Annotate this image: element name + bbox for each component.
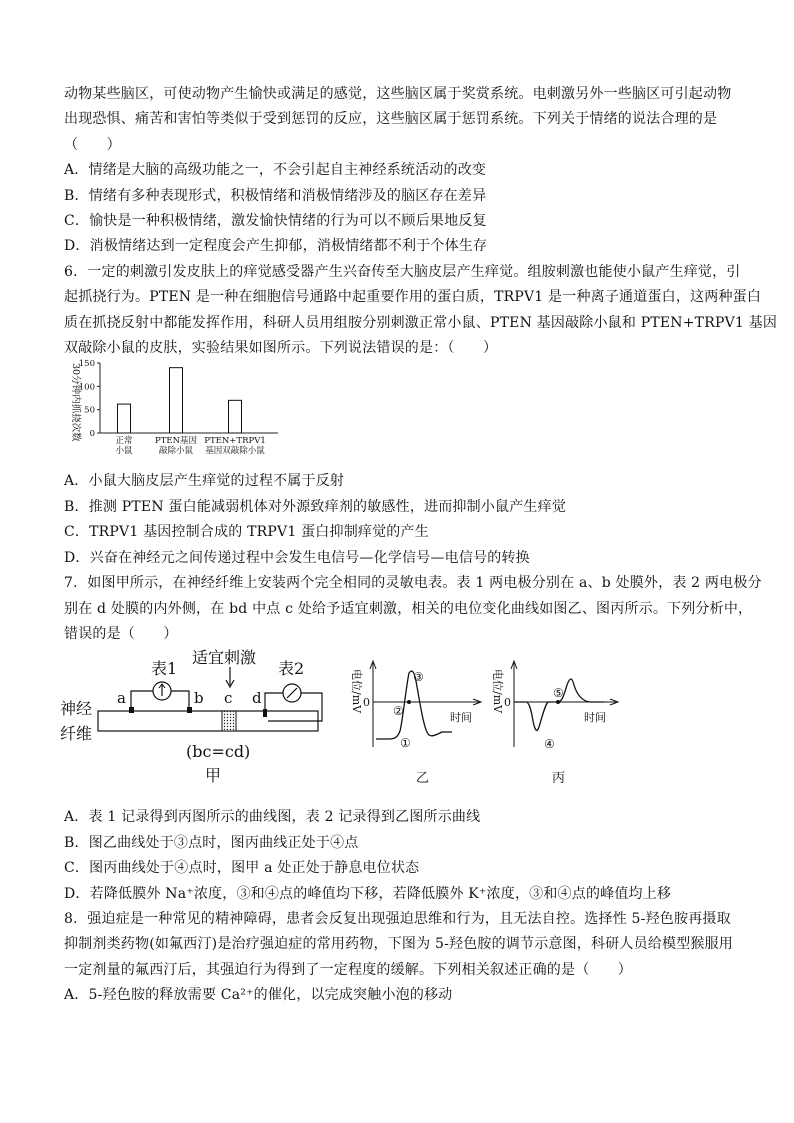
question-8: [64, 907, 734, 1009]
x-category-label: PTEN基因: [154, 436, 198, 447]
yi-marker-2: ②: [393, 704, 404, 719]
option-c: C．TRPV1 基因控制合成的 TRPV1 蛋白抑制痒觉的产生: [64, 524, 429, 541]
option-c: C．愉快是一种积极情绪，激发愉快情绪的行为可以不顾后果地反复: [64, 213, 487, 230]
yi-y-label: 电位/mV: [350, 669, 363, 714]
electrode-b: [187, 707, 192, 713]
bar-chart-figure: [64, 361, 734, 469]
option-a: A．5-羟色胺的释放需要 Ca²⁺的催化，以完成突触小泡的移动: [64, 987, 453, 1004]
question-stem-line: 动物某些脑区，可使动物产生愉快或满足的感觉，这些脑区属于奖赏系统。电刺激另外一些脑区可引起动物: [64, 86, 732, 102]
question-stem-line: 起抓挠行为。PTEN 是一种在细胞信号通路中起重要作用的蛋白质，TRPV1 是一种离子通道蛋白，这两种蛋白: [64, 289, 762, 306]
y-tick-label: 100: [78, 382, 95, 393]
question-stem-line: 双敲除小鼠的皮肤，实验结果如图所示。下列说法错误的是：（ ）: [64, 340, 498, 357]
point-c-label: c: [224, 689, 233, 708]
option-a: A．情绪是大脑的高级功能之一，不会引起自主神经系统活动的改变: [64, 162, 487, 179]
question-stem-line: （ ）: [64, 136, 121, 153]
question-7: [60, 571, 762, 907]
scratch-count-bar-chart: [64, 361, 294, 469]
bing-zero-label: 0: [504, 696, 511, 710]
chart-y-label: 30分钟内抓挠次数: [70, 363, 81, 443]
figure-yi-caption: 乙: [416, 771, 430, 787]
x-category-label: 正常: [115, 436, 133, 447]
bar: [118, 405, 131, 434]
electrode-a: [129, 707, 134, 713]
exam-page: [60, 82, 778, 1009]
question-stem-line: 6．一定的刺激引发皮肤上的痒觉感受器产生兴奋传至大脑皮层产生痒觉。组胺刺激也能使小鼠产生痒觉，引: [64, 263, 741, 280]
point-a-label: a: [117, 689, 126, 708]
stimulus-label: 适宜刺激: [192, 648, 257, 668]
meter-1-label: 表1: [151, 659, 178, 679]
option-d: D．若降低膜外 Na⁺浓度，③和④点的峰值均下移，若降低膜外 K⁺浓度，③和④点的峰值均上移: [64, 885, 672, 902]
x-category-label: 基因双敲除小鼠: [205, 446, 265, 457]
option-d: D．兴奋在神经元之间传递过程中会发生电信号—化学信号—电信号的转换: [64, 549, 530, 566]
bar: [229, 401, 242, 434]
option-c: C．图丙曲线处于④点时，图甲 a 处正处于静息电位状态: [64, 860, 420, 877]
x-category-label: 敲除小鼠: [158, 446, 194, 457]
y-tick-label: 50: [84, 406, 95, 417]
question-stem-line: 7．如图甲所示，在神经纤维上安装两个完全相同的灵敏电表。表 1 两电极分别在 a、b 处膜外，表 2 两电极分: [64, 575, 762, 592]
figure-bing: [491, 661, 618, 786]
option-a: A．小鼠大脑皮层产生痒觉的过程不属于反射: [64, 473, 345, 490]
question-stem-line: 8．强迫症是一种常见的精神障碍，患者会反复出现强迫思维和行为，且无法自控。选择性 5-羟色胺再摄取: [64, 910, 731, 927]
fiber-label: 神经: [60, 699, 93, 719]
bc-cd-relation: (bc=cd): [186, 742, 251, 762]
nerve-figures: [60, 647, 734, 805]
electrode-d: [263, 709, 267, 717]
nerve-fiber-diagrams: [60, 647, 624, 805]
figure-bing-caption: 丙: [552, 771, 566, 787]
option-a: A．表 1 记录得到丙图所示的曲线图，表 2 记录得到乙图所示曲线: [64, 809, 481, 826]
point-d-label: d: [252, 689, 262, 708]
bing-y-label: 电位/mV: [491, 669, 504, 714]
point-b-label: b: [194, 689, 204, 708]
x-category-label: PTEN+TRPV1: [204, 436, 266, 447]
bar: [170, 368, 183, 433]
question-stem-line: 错误的是（ ）: [64, 625, 178, 642]
yi-x-label: 时间: [450, 711, 472, 725]
question-stem-line: 一定剂量的氟西汀后，其强迫行为得到了一定程度的缓解。下列相关叙述正确的是（ ）: [64, 961, 632, 978]
figure-jia: [60, 648, 322, 785]
bing-x-label: 时间: [584, 711, 606, 725]
meter-2-label: 表2: [278, 659, 305, 679]
option-b: B．图乙曲线处于③点时，图丙曲线正处于④点: [64, 834, 359, 851]
bing-marker-4: ④: [544, 737, 555, 752]
yi-zero-label: 0: [363, 696, 370, 710]
option-b: B．情绪有多种表现形式，积极情绪和消极情绪涉及的脑区存在差异: [64, 187, 487, 204]
bing-marker-5: ⑤: [553, 686, 564, 701]
stimulus-site: [222, 711, 236, 731]
figure-jia-caption: 甲: [205, 766, 222, 786]
question-stem-line: 出现恐惧、痛苦和害怕等类似于受到惩罚的反应，这些脑区属于惩罚系统。下列关于情绪的说法合理的是: [64, 111, 718, 128]
figure-yi: [350, 661, 481, 786]
yi-marker-3: ③: [413, 670, 424, 685]
yi-marker-1: ①: [400, 736, 411, 751]
fiber-label: 纤维: [60, 724, 93, 744]
y-tick-label: 150: [78, 359, 95, 370]
y-tick-label: 0: [89, 429, 95, 440]
x-category-label: 小鼠: [115, 446, 133, 457]
question-6: [64, 260, 778, 571]
option-d: D．消极情绪达到一定程度会产生抑郁，消极情绪都不利于个体生存: [64, 238, 488, 255]
question-stem-line: 质在抓挠反射中都能发挥作用，科研人员用组胺分别刺激正常小鼠、PTEN 基因敲除小鼠和 PTEN+TRPV1 基因: [64, 314, 778, 331]
question-stem-line: 抑制剂类药物(如氟西汀)是治疗强迫症的常用药物，下图为 5-羟色胺的调节示意图，科研人员给模型猴服用: [64, 936, 734, 953]
option-b: B．推测 PTEN 蛋白能减弱机体对外源致痒剂的敏感性，进而抑制小鼠产生痒觉: [64, 498, 567, 515]
question-5: [64, 82, 734, 260]
question-stem-line: 别在 d 处膜的内外侧，在 bd 中点 c 处给予适宜刺激，相关的电位变化曲线如图乙、图丙所示。下列分析中，: [64, 600, 753, 617]
